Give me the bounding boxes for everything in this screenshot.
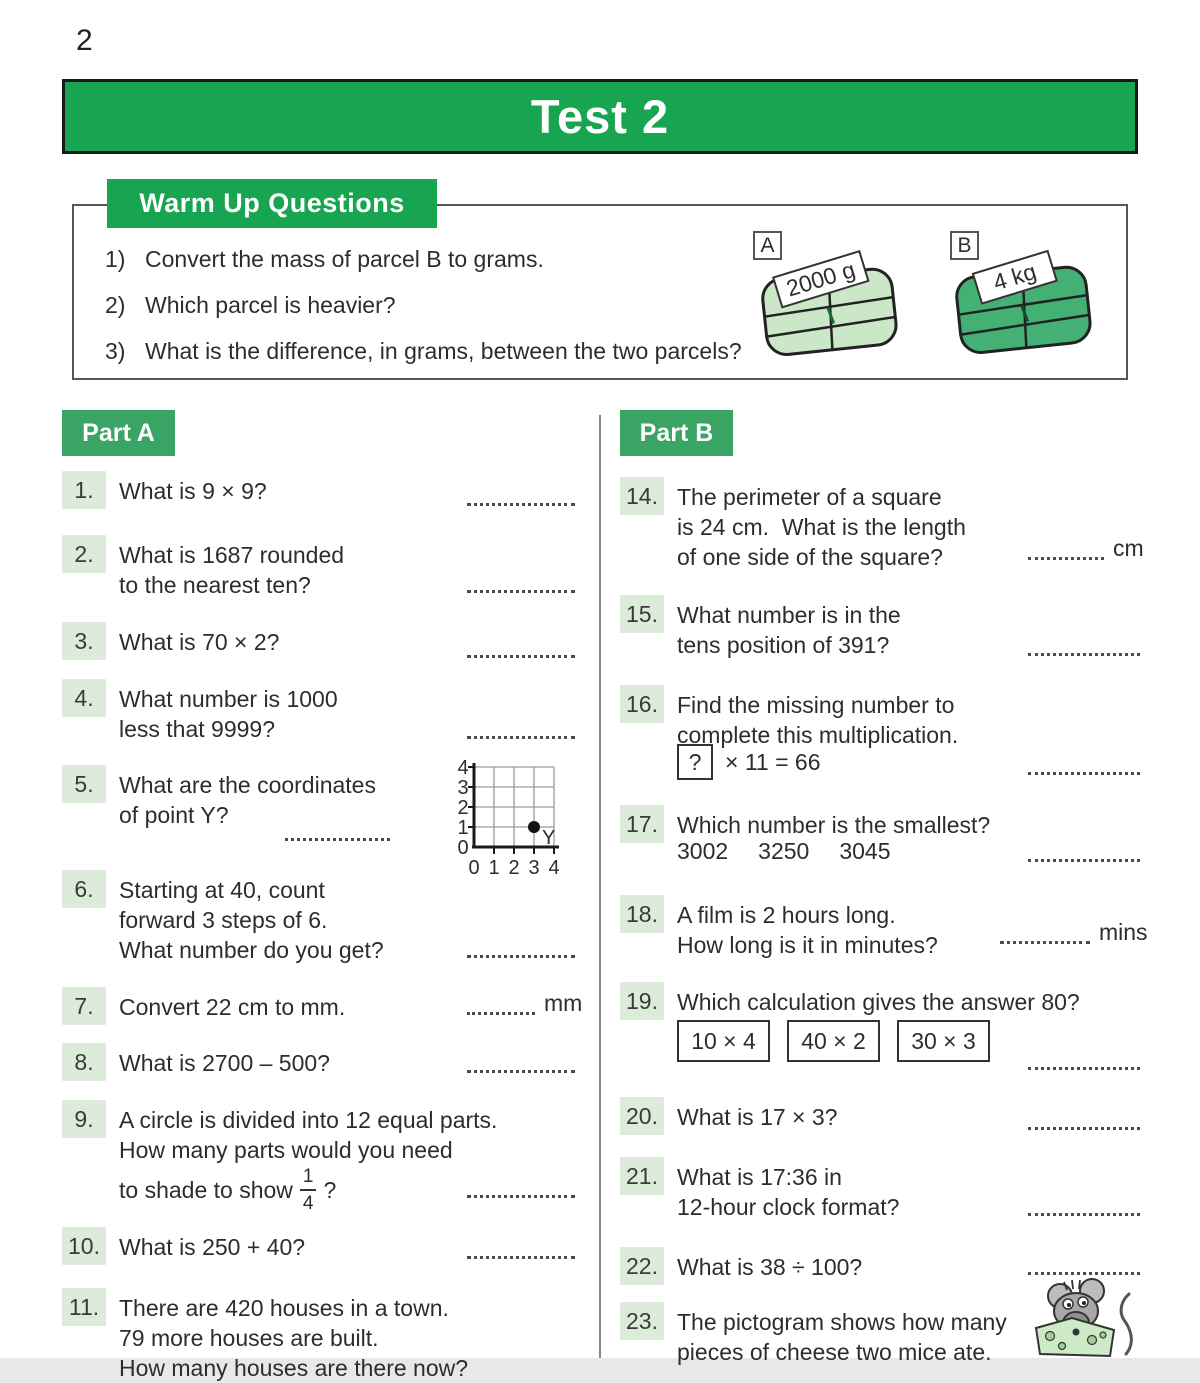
question-17 (620, 810, 1150, 840)
question-text-line: to the nearest ten? (119, 572, 311, 598)
calc-option-box[interactable]: 10 × 4 (677, 1020, 770, 1062)
question-text-line: Which number is the smallest? (677, 812, 991, 838)
answer-line-q4[interactable] (467, 719, 575, 739)
question-text-line: What are the coordinates (119, 772, 376, 798)
question-text-line: Convert 22 cm to mm. (119, 994, 346, 1020)
answer-line-q19[interactable] (1028, 1050, 1140, 1070)
question-text-line: The pictogram shows how many (677, 1309, 1007, 1335)
calc-options-row (677, 1020, 990, 1062)
part-a-section (62, 410, 583, 1381)
part-a-heading: Part A (62, 410, 175, 456)
answer-line-q20[interactable] (1028, 1110, 1140, 1130)
parcel-a-label: A (753, 231, 782, 260)
question-text-line: What number is 1000 (119, 686, 338, 712)
answer-line-q3[interactable] (467, 638, 575, 658)
question-text-line: A circle is divided into 12 equal parts. (119, 1107, 498, 1133)
test-title-banner (62, 79, 1138, 154)
question-number: 8. (62, 1043, 106, 1081)
answer-line-q15[interactable] (1028, 636, 1140, 656)
question-number: 3. (62, 622, 106, 660)
number-option: 3250 (758, 838, 810, 864)
answer-line-q8[interactable] (467, 1053, 575, 1073)
number-option: 3045 (839, 838, 891, 864)
number-options-row (677, 838, 891, 865)
warmup-question-2 (105, 292, 396, 319)
page-number: 2 (76, 24, 93, 57)
grid-y-tick: 0 (457, 837, 469, 859)
warmup-question-text: Convert the mass of parcel B to grams. (145, 246, 544, 272)
answer-line-q10[interactable] (467, 1239, 575, 1259)
calc-option-box[interactable]: 40 × 2 (787, 1020, 880, 1062)
question-text-line: How many houses are there now? (119, 1355, 469, 1381)
question-text-line: What is 1687 rounded (119, 542, 345, 568)
question-text-line: is 24 cm. What is the length (677, 514, 966, 540)
question-number: 2. (62, 535, 106, 573)
question-text-line: What is 38 ÷ 100? (677, 1254, 863, 1280)
grid-y-tick: 2 (457, 797, 469, 819)
coordinate-grid-figure (450, 757, 582, 885)
answer-line-q21[interactable] (1028, 1196, 1140, 1216)
column-divider (599, 415, 601, 1358)
question-text-line: What is 2700 – 500? (119, 1050, 330, 1076)
question-16 (620, 690, 1150, 750)
question-text-line: 12-hour clock format? (677, 1194, 900, 1220)
question-number: 7. (62, 987, 106, 1025)
fraction-one-quarter: $\frac{1}{4}$ (300, 1167, 317, 1213)
question-text-line: Find the missing number to (677, 692, 955, 718)
question-number: 19. (620, 982, 664, 1020)
warmup-question-number: 3) (105, 338, 126, 364)
answer-line-q2[interactable] (467, 573, 575, 593)
question-text-line: to shade to show $\frac{1}{4}$ ? (119, 1166, 337, 1214)
number-option: 3002 (677, 838, 729, 864)
warmup-question-text: What is the difference, in grams, between the two parcels? (145, 338, 742, 364)
question-text-line: Which calculation gives the answer 80? (677, 989, 1080, 1015)
question-9 (62, 1105, 580, 1215)
parcel-a-figure (748, 242, 908, 368)
part-b-section (620, 410, 1150, 1365)
question-text-line: Starting at 40, count (119, 877, 325, 903)
question-text-line: What number is in the (677, 602, 901, 628)
grid-y-tick: 1 (457, 817, 469, 839)
question-number: 21. (620, 1157, 664, 1195)
grid-x-tick: 1 (488, 857, 500, 879)
grid-x-tick: 0 (468, 857, 480, 879)
grid-point-y (528, 821, 540, 833)
question-11 (62, 1293, 580, 1383)
test-title: Test 2 (530, 90, 670, 143)
answer-line-q16[interactable] (1028, 755, 1140, 775)
question-text-line: complete this multiplication. (677, 722, 959, 748)
equation-line (677, 744, 821, 780)
answer-line-q5[interactable] (285, 821, 390, 841)
parcel-b-tag: 4 kg (990, 257, 1040, 296)
question-text-line: pieces of cheese two mice ate. (677, 1339, 992, 1365)
question-19 (620, 987, 1150, 1017)
question-text-line: How long is it in minutes? (677, 932, 938, 958)
question-text-line: A film is 2 hours long. (677, 902, 896, 928)
question-text-line: What is 17:36 in (677, 1164, 842, 1190)
answer-line-q17[interactable] (1028, 842, 1140, 862)
question-number: 6. (62, 870, 106, 908)
question-number: 22. (620, 1247, 664, 1285)
answer-unit: cm (1113, 535, 1144, 561)
parcel-b-label: B (950, 231, 979, 260)
question-number: 1. (62, 471, 106, 509)
question-number: 18. (620, 895, 664, 933)
warmup-question-number: 2) (105, 292, 126, 318)
equation-rest: × 11 = 66 (725, 748, 821, 775)
warmup-question-1 (105, 246, 544, 273)
question-text-line: less that 9999? (119, 716, 276, 742)
question-text-line: The perimeter of a square (677, 484, 942, 510)
warmup-question-number: 1) (105, 246, 126, 272)
question-text-line: tens position of 391? (677, 632, 890, 658)
question-number: 5. (62, 765, 106, 803)
question-number: 17. (620, 805, 664, 843)
answer-line-q6[interactable] (467, 938, 575, 958)
question-text-line: forward 3 steps of 6. (119, 907, 328, 933)
question-text-line: of point Y? (119, 802, 229, 828)
question-number: 14. (620, 477, 664, 515)
question-number: 15. (620, 595, 664, 633)
question-text-line: What is 17 × 3? (677, 1104, 838, 1130)
question-text-line: What is 70 × 2? (119, 629, 280, 655)
answer-line-q1[interactable] (467, 486, 575, 506)
question-text-line: What number do you get? (119, 937, 384, 963)
question-text-line: 79 more houses are built. (119, 1325, 379, 1351)
question-number: 23. (620, 1302, 664, 1340)
calc-option-box[interactable]: 30 × 3 (897, 1020, 990, 1062)
answer-line-q22[interactable] (1028, 1255, 1140, 1275)
question-text-line: What is 9 × 9? (119, 478, 267, 504)
answer-line-q7[interactable] (467, 990, 583, 1016)
parcel-a-tag: 2000 g (783, 256, 859, 302)
part-b-heading: Part B (620, 410, 733, 456)
answer-line-q9[interactable] (467, 1178, 575, 1198)
answer-unit: mm (544, 990, 583, 1016)
question-number: 10. (62, 1227, 106, 1265)
mouse-cheese-illustration (1028, 1278, 1148, 1358)
grid-point-label: Y (542, 827, 556, 849)
question-text-line: How many parts would you need (119, 1137, 453, 1163)
grid-x-tick: 4 (548, 857, 560, 879)
grid-y-tick: 4 (457, 757, 469, 779)
grid-y-tick: 3 (457, 777, 469, 799)
grid-x-tick: 3 (528, 857, 540, 879)
warmup-question-3 (105, 338, 742, 365)
question-text-line: There are 420 houses in a town. (119, 1295, 449, 1321)
question-number: 9. (62, 1100, 106, 1138)
grid-x-tick: 2 (508, 857, 520, 879)
answer-line-q18[interactable] (1000, 919, 1148, 945)
question-text-line: What is 250 + 40? (119, 1234, 306, 1260)
question-number: 16. (620, 685, 664, 723)
answer-line-q14[interactable] (1028, 535, 1144, 561)
question-number: 4. (62, 679, 106, 717)
warmup-question-text: Which parcel is heavier? (145, 292, 396, 318)
warmup-heading: Warm Up Questions (107, 179, 437, 228)
question-number: 20. (620, 1097, 664, 1135)
answer-unit: mins (1099, 919, 1148, 945)
question-number: 11. (62, 1288, 106, 1326)
boxed-question-mark: ? (677, 744, 713, 780)
question-text-line: of one side of the square? (677, 544, 943, 570)
